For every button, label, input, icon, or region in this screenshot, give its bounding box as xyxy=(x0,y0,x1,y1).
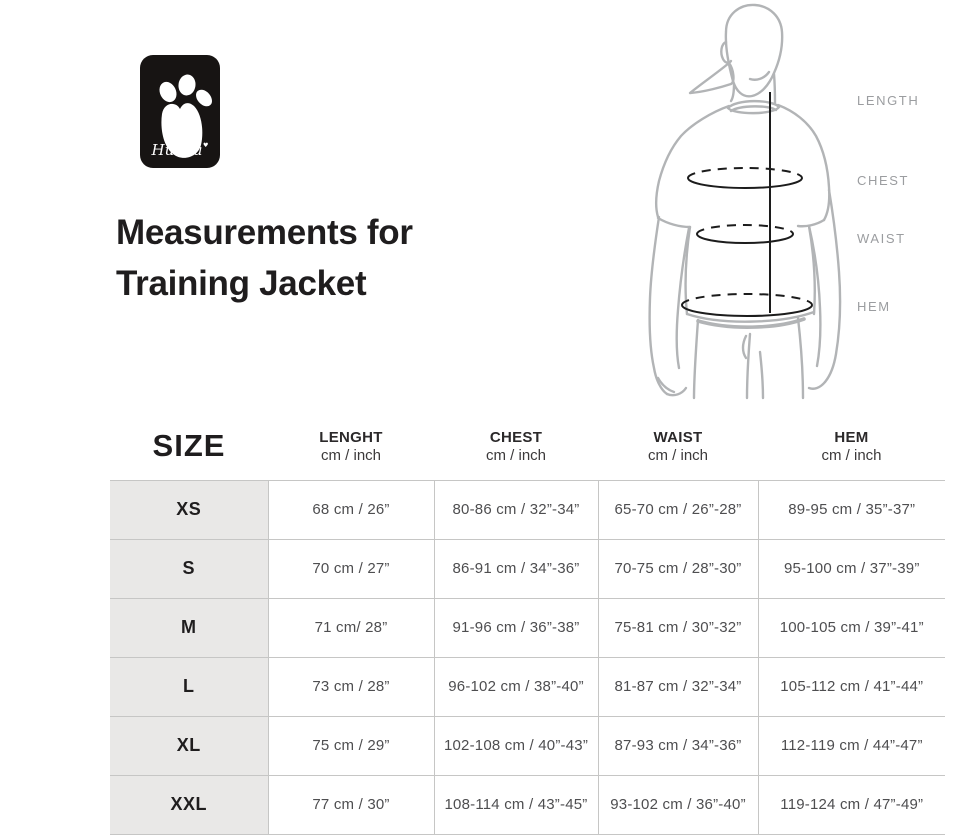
brand-wordmark: Hurtta xyxy=(151,141,203,159)
waist-cell: 65-70 cm / 26”-28” xyxy=(598,480,758,539)
length-cell: 68 cm / 26” xyxy=(268,480,434,539)
size-cell: S xyxy=(110,539,268,598)
table-row-l xyxy=(110,657,945,716)
hem-cell: 112-119 cm / 44”-47” xyxy=(758,716,945,775)
measurement-marks xyxy=(682,92,812,316)
size-cell: XXL xyxy=(110,775,268,834)
page-title-line2: Training Jacket xyxy=(116,264,367,303)
table-row-xxl xyxy=(110,775,945,834)
size-table-header xyxy=(110,423,945,480)
length-cell: 73 cm / 28” xyxy=(268,657,434,716)
length-cell: 71 cm/ 28” xyxy=(268,598,434,657)
paw-icon xyxy=(140,55,220,168)
chest-cell: 96-102 cm / 38”-40” xyxy=(434,657,598,716)
diagram-label-hem: HEM xyxy=(857,299,891,314)
chest-cell: 108-114 cm / 43”-45” xyxy=(434,775,598,834)
measurement-figure xyxy=(628,0,860,402)
length-cell: 75 cm / 29” xyxy=(268,716,434,775)
chest-cell: 91-96 cm / 36”-38” xyxy=(434,598,598,657)
length-cell: 77 cm / 30” xyxy=(268,775,434,834)
length-column-unit: cm / inch xyxy=(320,446,381,464)
waist-ellipse-back xyxy=(697,225,793,234)
hem-ellipse-back xyxy=(682,294,812,305)
waist-cell: 70-75 cm / 28”-30” xyxy=(598,539,758,598)
hem-cell: 95-100 cm / 37”-39” xyxy=(758,539,945,598)
size-table xyxy=(110,423,945,835)
waist-column-unit: cm / inch xyxy=(647,446,708,464)
diagram-label-length: LENGTH xyxy=(857,93,920,108)
diagram-label-chest: CHEST xyxy=(857,173,910,188)
chest-cell: 86-91 cm / 34”-36” xyxy=(434,539,598,598)
size-column-header: SIZE xyxy=(152,428,226,464)
hem-column-unit: cm / inch xyxy=(821,446,882,464)
person-outline xyxy=(650,5,840,398)
table-row-xs xyxy=(110,480,945,539)
table-row-s xyxy=(110,539,945,598)
size-cell: XS xyxy=(110,480,268,539)
chest-ellipse-back xyxy=(688,168,802,178)
hem-ellipse-front xyxy=(682,305,812,316)
chest-cell: 102-108 cm / 40”-43” xyxy=(434,716,598,775)
waist-cell: 81-87 cm / 32”-34” xyxy=(598,657,758,716)
size-cell: M xyxy=(110,598,268,657)
waist-cell: 93-102 cm / 36”-40” xyxy=(598,775,758,834)
hurtta-logo xyxy=(140,55,220,168)
hem-cell: 100-105 cm / 39”-41” xyxy=(758,598,945,657)
hem-cell: 89-95 cm / 35”-37” xyxy=(758,480,945,539)
chest-ellipse-front xyxy=(688,178,802,188)
waist-column-header: WAIST xyxy=(653,428,703,446)
page-title-line1: Measurements for xyxy=(116,213,413,252)
waist-ellipse-front xyxy=(697,234,793,243)
waist-cell: 87-93 cm / 34”-36” xyxy=(598,716,758,775)
table-row-m xyxy=(110,598,945,657)
length-cell: 70 cm / 27” xyxy=(268,539,434,598)
length-column-header: LENGHT xyxy=(319,428,383,446)
size-cell: L xyxy=(110,657,268,716)
hem-cell: 105-112 cm / 41”-44” xyxy=(758,657,945,716)
table-row-xl xyxy=(110,716,945,775)
hem-column-header: HEM xyxy=(834,428,869,446)
waist-cell: 75-81 cm / 30”-32” xyxy=(598,598,758,657)
hem-cell: 119-124 cm / 47”-49” xyxy=(758,775,945,834)
size-cell: XL xyxy=(110,716,268,775)
diagram-label-waist: WAIST xyxy=(857,231,906,246)
chest-column-header: CHEST xyxy=(489,428,543,446)
chest-column-unit: cm / inch xyxy=(485,446,546,464)
chest-cell: 80-86 cm / 32”-34” xyxy=(434,480,598,539)
heart-icon: ♥ xyxy=(203,142,209,149)
page-title xyxy=(116,207,413,309)
